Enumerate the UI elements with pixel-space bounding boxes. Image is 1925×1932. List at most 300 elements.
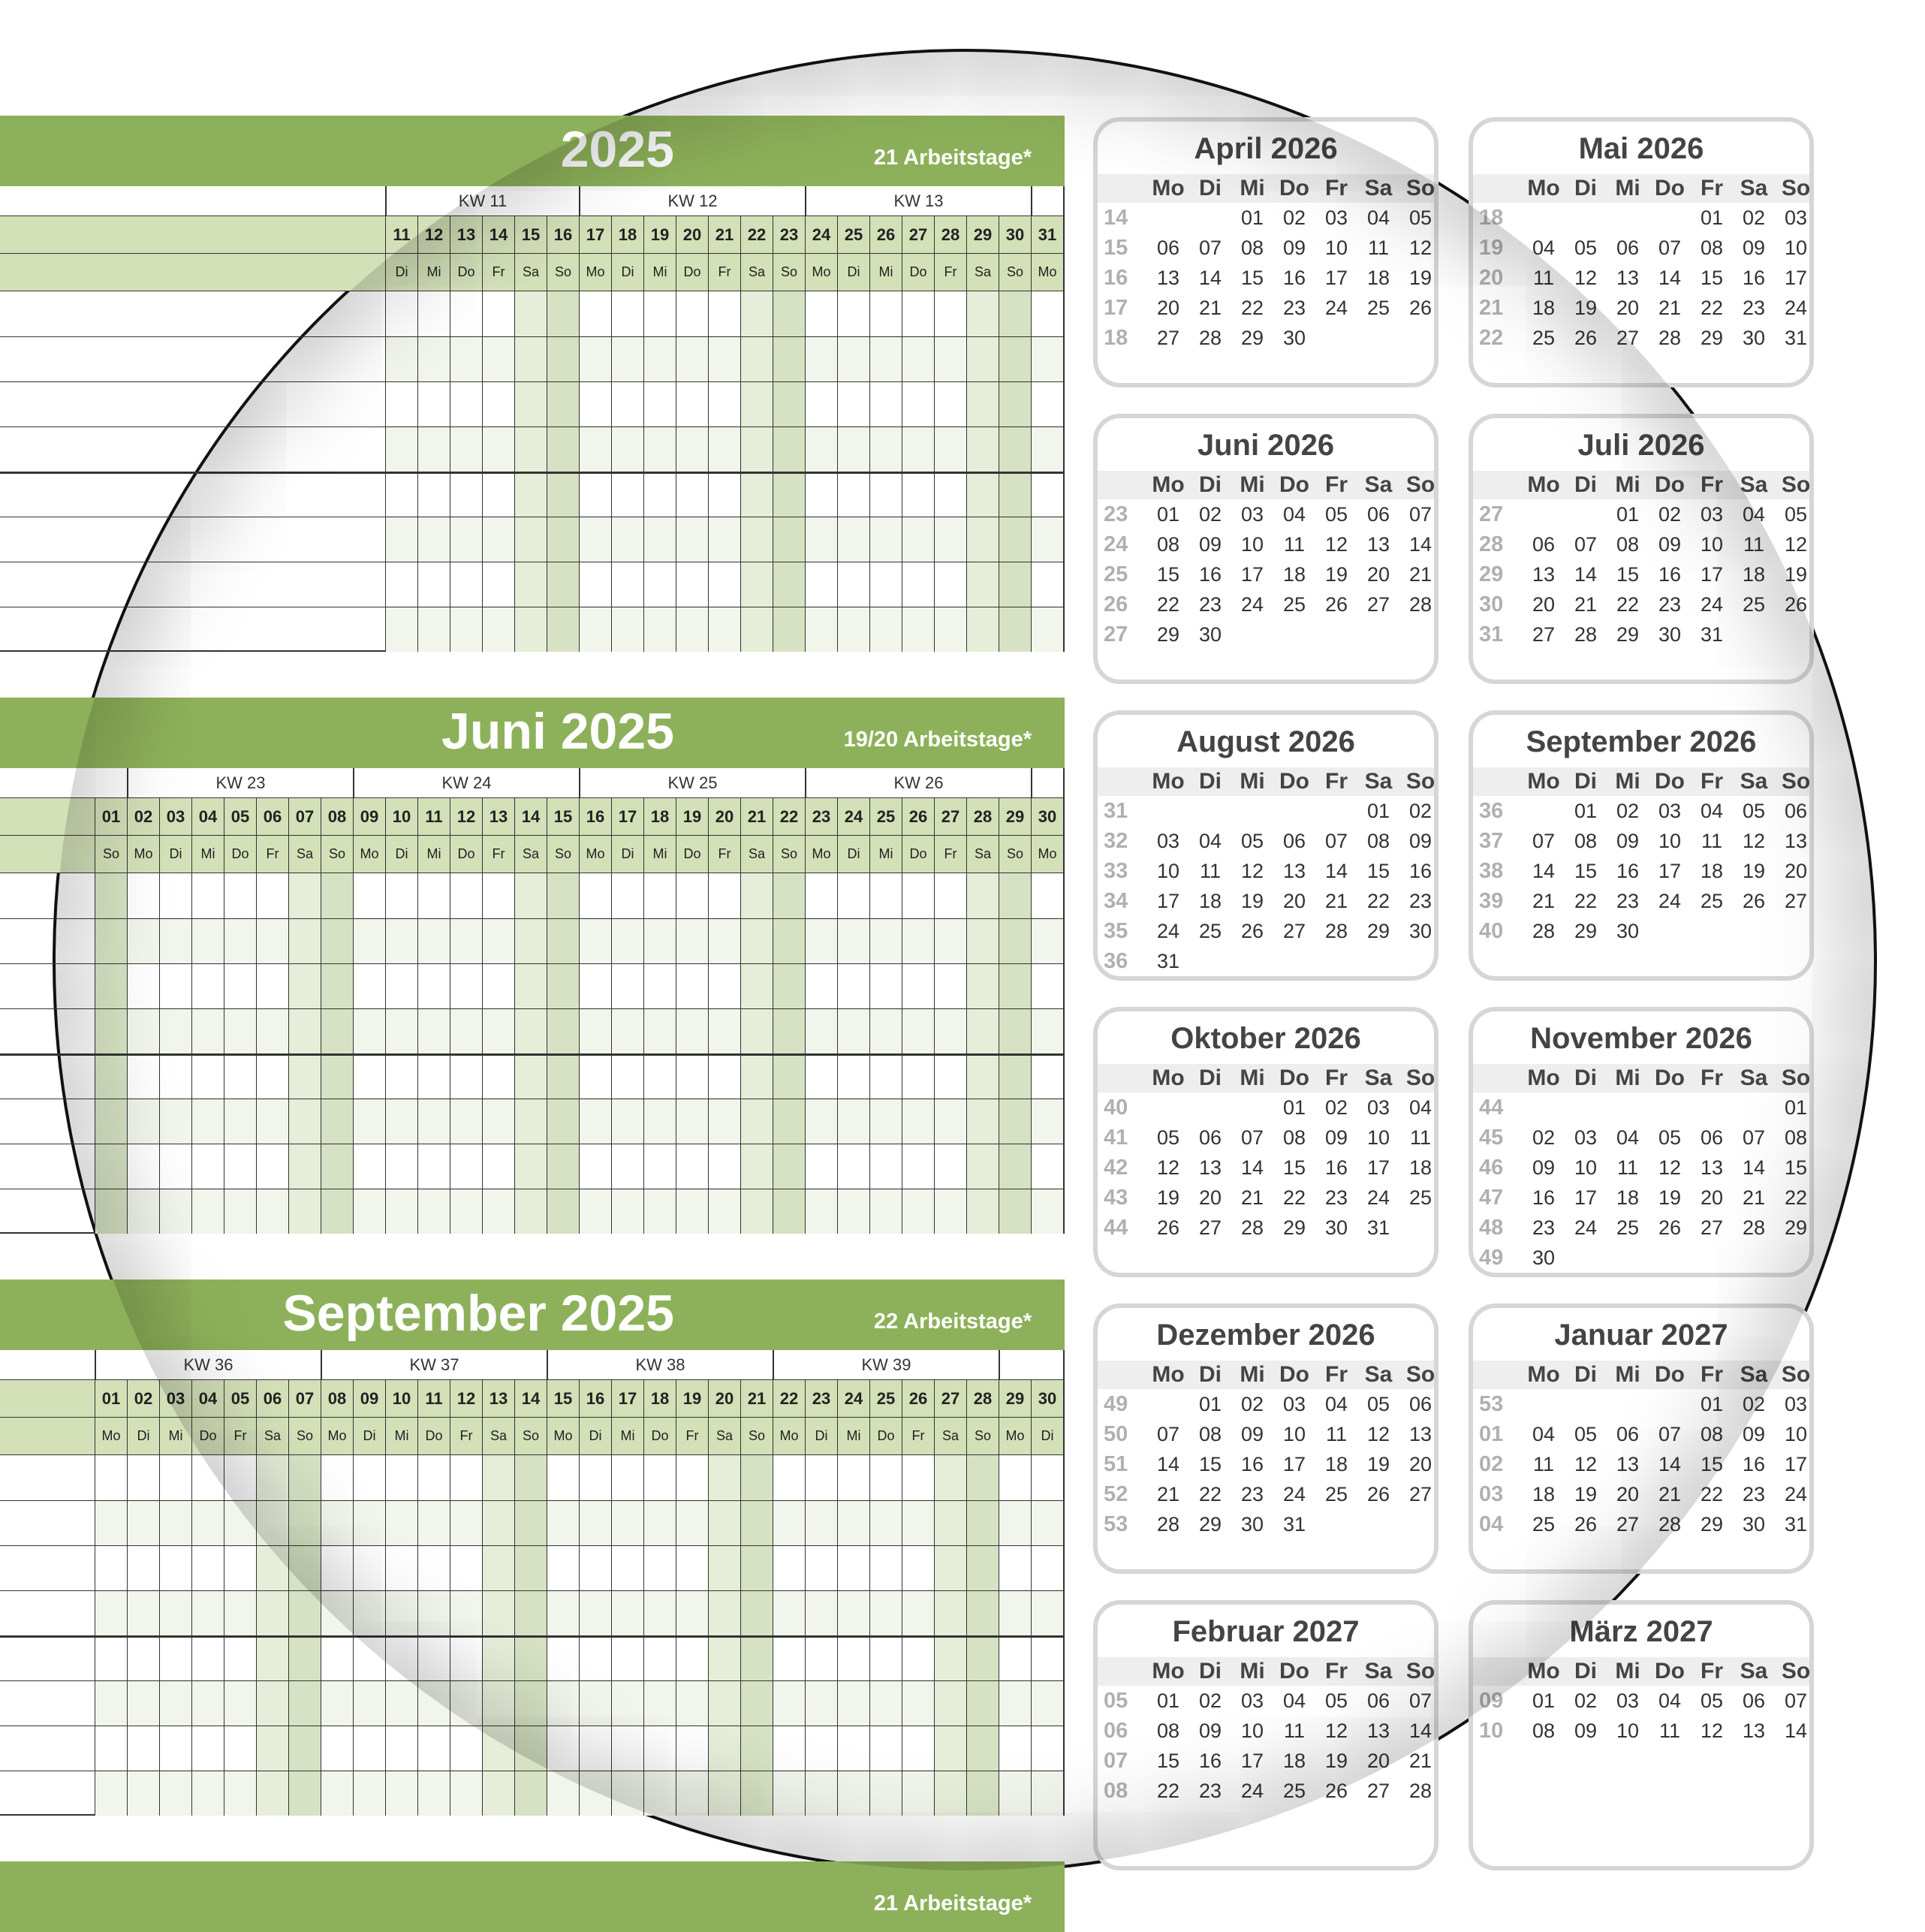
- mini-day[interactable]: 28: [1156, 1513, 1180, 1536]
- mini-day[interactable]: 07: [1408, 1689, 1432, 1712]
- mini-day[interactable]: 19: [1324, 563, 1348, 586]
- mini-day[interactable]: 10: [1366, 1126, 1390, 1149]
- mini-day[interactable]: 02: [1574, 1689, 1598, 1712]
- mini-day[interactable]: 16: [1658, 563, 1682, 586]
- mini-day[interactable]: 20: [1616, 1483, 1640, 1506]
- mini-day[interactable]: 31: [1784, 1513, 1808, 1536]
- mini-day[interactable]: 26: [1366, 1483, 1390, 1506]
- mini-day[interactable]: 12: [1658, 1156, 1682, 1179]
- mini-day[interactable]: 14: [1324, 860, 1348, 882]
- mini-day[interactable]: 18: [1532, 1483, 1556, 1506]
- mini-day[interactable]: 14: [1658, 267, 1682, 289]
- mini-day[interactable]: 01: [1784, 1096, 1808, 1119]
- mini-day[interactable]: 01: [1156, 503, 1180, 526]
- mini-day[interactable]: 06: [1784, 800, 1808, 822]
- mini-day[interactable]: 08: [1784, 1126, 1808, 1149]
- mini-day[interactable]: 08: [1282, 1126, 1306, 1149]
- mini-day[interactable]: 18: [1282, 563, 1306, 586]
- mini-day[interactable]: 03: [1282, 1393, 1306, 1415]
- mini-day[interactable]: 15: [1156, 1750, 1180, 1772]
- mini-day[interactable]: 04: [1282, 503, 1306, 526]
- mini-day[interactable]: 26: [1324, 593, 1348, 616]
- mini-day[interactable]: 19: [1240, 890, 1264, 912]
- mini-day[interactable]: 21: [1324, 890, 1348, 912]
- mini-day[interactable]: 22: [1156, 1780, 1180, 1802]
- mini-day[interactable]: 15: [1700, 1453, 1724, 1475]
- mini-day[interactable]: 12: [1156, 1156, 1180, 1179]
- mini-day[interactable]: 26: [1574, 1513, 1598, 1536]
- mini-day[interactable]: 17: [1784, 1453, 1808, 1475]
- mini-day[interactable]: 16: [1742, 267, 1766, 289]
- mini-day[interactable]: 23: [1742, 297, 1766, 319]
- mini-day[interactable]: 23: [1658, 593, 1682, 616]
- mini-day[interactable]: 22: [1616, 593, 1640, 616]
- mini-day[interactable]: 12: [1324, 533, 1348, 556]
- mini-day[interactable]: 24: [1324, 297, 1348, 319]
- mini-day[interactable]: 18: [1700, 860, 1724, 882]
- mini-day[interactable]: 23: [1240, 1483, 1264, 1506]
- mini-day[interactable]: 20: [1784, 860, 1808, 882]
- mini-day[interactable]: 28: [1574, 623, 1598, 646]
- mini-day[interactable]: 20: [1198, 1186, 1222, 1209]
- mini-day[interactable]: 09: [1616, 830, 1640, 852]
- mini-day[interactable]: 01: [1198, 1393, 1222, 1415]
- mini-day[interactable]: 04: [1324, 1393, 1348, 1415]
- mini-day[interactable]: 16: [1532, 1186, 1556, 1209]
- mini-day[interactable]: 31: [1282, 1513, 1306, 1536]
- mini-day[interactable]: 23: [1408, 890, 1432, 912]
- mini-day[interactable]: 07: [1658, 237, 1682, 259]
- mini-day[interactable]: 07: [1324, 830, 1348, 852]
- mini-day[interactable]: 28: [1408, 593, 1432, 616]
- mini-day[interactable]: 14: [1240, 1156, 1264, 1179]
- mini-day[interactable]: 24: [1784, 1483, 1808, 1506]
- mini-day[interactable]: 09: [1240, 1423, 1264, 1445]
- mini-day[interactable]: 18: [1616, 1186, 1640, 1209]
- mini-day[interactable]: 29: [1198, 1513, 1222, 1536]
- mini-day[interactable]: 27: [1616, 327, 1640, 349]
- mini-day[interactable]: 15: [1616, 563, 1640, 586]
- mini-day[interactable]: 29: [1366, 920, 1390, 942]
- mini-day[interactable]: 29: [1616, 623, 1640, 646]
- mini-day[interactable]: 14: [1408, 533, 1432, 556]
- mini-day[interactable]: 29: [1784, 1216, 1808, 1239]
- mini-day[interactable]: 30: [1198, 623, 1222, 646]
- mini-day[interactable]: 08: [1156, 1720, 1180, 1742]
- mini-day[interactable]: 27: [1156, 327, 1180, 349]
- mini-day[interactable]: 06: [1700, 1126, 1724, 1149]
- mini-day[interactable]: 30: [1240, 1513, 1264, 1536]
- mini-day[interactable]: 10: [1784, 1423, 1808, 1445]
- mini-day[interactable]: 11: [1367, 237, 1390, 259]
- mini-day[interactable]: 18: [1282, 1750, 1306, 1772]
- mini-day[interactable]: 12: [1324, 1720, 1348, 1742]
- mini-day[interactable]: 28: [1198, 327, 1222, 349]
- mini-day[interactable]: 22: [1282, 1186, 1306, 1209]
- mini-day[interactable]: 12: [1742, 830, 1766, 852]
- mini-day[interactable]: 11: [1532, 267, 1555, 289]
- mini-day[interactable]: 25: [1282, 1780, 1306, 1802]
- mini-day[interactable]: 07: [1156, 1423, 1180, 1445]
- mini-day[interactable]: 27: [1366, 593, 1390, 616]
- mini-day[interactable]: 09: [1324, 1126, 1348, 1149]
- mini-day[interactable]: 24: [1156, 920, 1180, 942]
- mini-day[interactable]: 07: [1658, 1423, 1682, 1445]
- mini-day[interactable]: 14: [1574, 563, 1598, 586]
- mini-day[interactable]: 22: [1700, 297, 1724, 319]
- mini-day[interactable]: 27: [1366, 1780, 1390, 1802]
- mini-day[interactable]: 04: [1366, 206, 1390, 229]
- mini-day[interactable]: 28: [1240, 1216, 1264, 1239]
- mini-day[interactable]: 15: [1198, 1453, 1222, 1475]
- mini-day[interactable]: 10: [1282, 1423, 1306, 1445]
- mini-day[interactable]: 10: [1616, 1720, 1640, 1742]
- mini-day[interactable]: 13: [1282, 860, 1306, 882]
- mini-day[interactable]: 29: [1240, 327, 1264, 349]
- mini-day[interactable]: 29: [1700, 327, 1724, 349]
- mini-day[interactable]: 27: [1198, 1216, 1222, 1239]
- mini-day[interactable]: 23: [1198, 593, 1222, 616]
- mini-day[interactable]: 26: [1240, 920, 1264, 942]
- mini-day[interactable]: 28: [1408, 1780, 1432, 1802]
- mini-day[interactable]: 04: [1700, 800, 1724, 822]
- mini-day[interactable]: 05: [1700, 1689, 1724, 1712]
- mini-day[interactable]: 05: [1784, 503, 1808, 526]
- mini-day[interactable]: 25: [1532, 327, 1556, 349]
- mini-day[interactable]: 22: [1574, 890, 1598, 912]
- mini-day[interactable]: 08: [1616, 533, 1640, 556]
- mini-day[interactable]: 05: [1324, 503, 1348, 526]
- mini-day[interactable]: 15: [1784, 1156, 1808, 1179]
- mini-day[interactable]: 09: [1282, 237, 1306, 259]
- mini-day[interactable]: 18: [1532, 297, 1556, 319]
- mini-day[interactable]: 20: [1156, 297, 1180, 319]
- mini-day[interactable]: 24: [1240, 593, 1264, 616]
- mini-day[interactable]: 27: [1282, 920, 1306, 942]
- mini-day[interactable]: 12: [1784, 533, 1808, 556]
- mini-day[interactable]: 12: [1574, 267, 1598, 289]
- mini-day[interactable]: 17: [1282, 1453, 1306, 1475]
- mini-day[interactable]: 03: [1156, 830, 1180, 852]
- mini-day[interactable]: 14: [1742, 1156, 1766, 1179]
- mini-day[interactable]: 12: [1240, 860, 1264, 882]
- mini-day[interactable]: 11: [1743, 533, 1765, 556]
- mini-day[interactable]: 17: [1784, 267, 1808, 289]
- mini-day[interactable]: 03: [1658, 800, 1682, 822]
- mini-day[interactable]: 30: [1282, 327, 1306, 349]
- mini-day[interactable]: 01: [1532, 1689, 1556, 1712]
- mini-day[interactable]: 09: [1742, 237, 1766, 259]
- mini-day[interactable]: 15: [1240, 267, 1264, 289]
- mini-day[interactable]: 18: [1198, 890, 1222, 912]
- mini-day[interactable]: 30: [1324, 1216, 1348, 1239]
- mini-day[interactable]: 03: [1324, 206, 1348, 229]
- mini-day[interactable]: 15: [1700, 267, 1724, 289]
- mini-day[interactable]: 17: [1658, 860, 1682, 882]
- mini-day[interactable]: 24: [1784, 297, 1808, 319]
- mini-day[interactable]: 09: [1532, 1156, 1556, 1179]
- mini-day[interactable]: 26: [1784, 593, 1808, 616]
- mini-day[interactable]: 21: [1156, 1483, 1180, 1506]
- mini-day[interactable]: 08: [1156, 533, 1180, 556]
- mini-day[interactable]: 30: [1742, 327, 1766, 349]
- mini-day[interactable]: 02: [1324, 1096, 1348, 1119]
- mini-day[interactable]: 14: [1658, 1453, 1682, 1475]
- mini-day[interactable]: 10: [1240, 1720, 1264, 1742]
- mini-day[interactable]: 31: [1156, 950, 1180, 972]
- mini-day[interactable]: 27: [1616, 1513, 1640, 1536]
- mini-day[interactable]: 11: [1409, 1126, 1432, 1149]
- mini-day[interactable]: 23: [1532, 1216, 1556, 1239]
- mini-day[interactable]: 13: [1784, 830, 1808, 852]
- mini-day[interactable]: 08: [1366, 830, 1390, 852]
- mini-day[interactable]: 17: [1366, 1156, 1390, 1179]
- mini-day[interactable]: 21: [1198, 297, 1222, 319]
- mini-day[interactable]: 04: [1408, 1096, 1432, 1119]
- mini-day[interactable]: 30: [1658, 623, 1682, 646]
- mini-day[interactable]: 14: [1784, 1720, 1808, 1742]
- mini-day[interactable]: 16: [1198, 563, 1222, 586]
- mini-day[interactable]: 16: [1198, 1750, 1222, 1772]
- mini-day[interactable]: 03: [1366, 1096, 1390, 1119]
- mini-day[interactable]: 12: [1700, 1720, 1724, 1742]
- mini-day[interactable]: 25: [1408, 1186, 1432, 1209]
- mini-day[interactable]: 09: [1658, 533, 1682, 556]
- mini-day[interactable]: 11: [1283, 533, 1306, 556]
- mini-day[interactable]: 25: [1282, 593, 1306, 616]
- mini-day[interactable]: 06: [1282, 830, 1306, 852]
- mini-day[interactable]: 22: [1240, 297, 1264, 319]
- mini-day[interactable]: 27: [1532, 623, 1556, 646]
- mini-day[interactable]: 07: [1784, 1689, 1808, 1712]
- mini-day[interactable]: 04: [1658, 1689, 1682, 1712]
- mini-day[interactable]: 06: [1532, 533, 1556, 556]
- mini-day[interactable]: 22: [1156, 593, 1180, 616]
- mini-day[interactable]: 21: [1408, 1750, 1432, 1772]
- mini-day[interactable]: 31: [1366, 1216, 1390, 1239]
- mini-day[interactable]: 28: [1532, 920, 1556, 942]
- mini-day[interactable]: 04: [1198, 830, 1222, 852]
- mini-day[interactable]: 13: [1616, 267, 1640, 289]
- mini-day[interactable]: 06: [1616, 1423, 1640, 1445]
- mini-day[interactable]: 20: [1366, 563, 1390, 586]
- mini-day[interactable]: 02: [1532, 1126, 1556, 1149]
- mini-day[interactable]: 01: [1616, 503, 1640, 526]
- mini-day[interactable]: 25: [1532, 1513, 1556, 1536]
- mini-day[interactable]: 25: [1324, 1483, 1348, 1506]
- mini-day[interactable]: 02: [1282, 206, 1306, 229]
- mini-day[interactable]: 24: [1366, 1186, 1390, 1209]
- mini-day[interactable]: 01: [1366, 800, 1390, 822]
- mini-day[interactable]: 14: [1532, 860, 1556, 882]
- mini-day[interactable]: 05: [1156, 1126, 1180, 1149]
- mini-day[interactable]: 13: [1742, 1720, 1766, 1742]
- mini-day[interactable]: 22: [1366, 890, 1390, 912]
- mini-day[interactable]: 17: [1324, 267, 1348, 289]
- mini-day[interactable]: 12: [1366, 1423, 1390, 1445]
- mini-day[interactable]: 18: [1366, 267, 1390, 289]
- mini-day[interactable]: 25: [1616, 1216, 1640, 1239]
- mini-day[interactable]: 16: [1324, 1156, 1348, 1179]
- mini-day[interactable]: 07: [1532, 830, 1556, 852]
- mini-day[interactable]: 19: [1574, 297, 1598, 319]
- mini-day[interactable]: 27: [1700, 1216, 1724, 1239]
- mini-day[interactable]: 15: [1574, 860, 1598, 882]
- mini-day[interactable]: 06: [1408, 1393, 1432, 1415]
- mini-day[interactable]: 03: [1784, 1393, 1808, 1415]
- mini-day[interactable]: 19: [1366, 1453, 1390, 1475]
- mini-day[interactable]: 20: [1408, 1453, 1432, 1475]
- mini-day[interactable]: 01: [1156, 1689, 1180, 1712]
- mini-day[interactable]: 16: [1408, 860, 1432, 882]
- mini-day[interactable]: 22: [1700, 1483, 1724, 1506]
- mini-day[interactable]: 14: [1198, 267, 1222, 289]
- mini-day[interactable]: 21: [1742, 1186, 1766, 1209]
- mini-day[interactable]: 23: [1198, 1780, 1222, 1802]
- mini-day[interactable]: 09: [1574, 1720, 1598, 1742]
- mini-day[interactable]: 10: [1658, 830, 1682, 852]
- mini-day[interactable]: 10: [1324, 237, 1348, 259]
- mini-day[interactable]: 04: [1532, 237, 1556, 259]
- mini-day[interactable]: 22: [1784, 1186, 1808, 1209]
- mini-day[interactable]: 10: [1784, 237, 1808, 259]
- mini-day[interactable]: 12: [1408, 237, 1432, 259]
- mini-day[interactable]: 30: [1616, 920, 1640, 942]
- mini-day[interactable]: 15: [1282, 1156, 1306, 1179]
- mini-day[interactable]: 28: [1658, 1513, 1682, 1536]
- mini-day[interactable]: 13: [1408, 1423, 1432, 1445]
- mini-day[interactable]: 07: [1240, 1126, 1264, 1149]
- mini-day[interactable]: 24: [1240, 1780, 1264, 1802]
- mini-day[interactable]: 30: [1408, 920, 1432, 942]
- mini-day[interactable]: 03: [1700, 503, 1724, 526]
- mini-day[interactable]: 05: [1366, 1393, 1390, 1415]
- mini-day[interactable]: 20: [1616, 297, 1640, 319]
- mini-day[interactable]: 10: [1574, 1156, 1598, 1179]
- mini-day[interactable]: 21: [1574, 593, 1598, 616]
- mini-day[interactable]: 02: [1658, 503, 1682, 526]
- mini-day[interactable]: 05: [1574, 1423, 1598, 1445]
- mini-day[interactable]: 22: [1198, 1483, 1222, 1506]
- mini-day[interactable]: 24: [1574, 1216, 1598, 1239]
- mini-day[interactable]: 16: [1240, 1453, 1264, 1475]
- mini-day[interactable]: 03: [1616, 1689, 1640, 1712]
- mini-day[interactable]: 05: [1324, 1689, 1348, 1712]
- mini-day[interactable]: 11: [1701, 830, 1723, 852]
- mini-day[interactable]: 20: [1366, 1750, 1390, 1772]
- mini-day[interactable]: 05: [1574, 237, 1598, 259]
- mini-day[interactable]: 20: [1282, 890, 1306, 912]
- mini-day[interactable]: 11: [1616, 1156, 1639, 1179]
- mini-day[interactable]: 09: [1198, 1720, 1222, 1742]
- mini-day[interactable]: 25: [1366, 297, 1390, 319]
- mini-day[interactable]: 26: [1742, 890, 1766, 912]
- mini-day[interactable]: 25: [1742, 593, 1766, 616]
- mini-day[interactable]: 20: [1532, 593, 1556, 616]
- mini-day[interactable]: 21: [1658, 297, 1682, 319]
- mini-day[interactable]: 19: [1574, 1483, 1598, 1506]
- mini-day[interactable]: 18: [1324, 1453, 1348, 1475]
- mini-day[interactable]: 28: [1658, 327, 1682, 349]
- mini-day[interactable]: 11: [1283, 1720, 1306, 1742]
- mini-day[interactable]: 18: [1742, 563, 1766, 586]
- mini-day[interactable]: 28: [1742, 1216, 1766, 1239]
- mini-day[interactable]: 04: [1282, 1689, 1306, 1712]
- mini-day[interactable]: 19: [1324, 1750, 1348, 1772]
- mini-day[interactable]: 02: [1240, 1393, 1264, 1415]
- mini-day[interactable]: 19: [1156, 1186, 1180, 1209]
- mini-day[interactable]: 13: [1616, 1453, 1640, 1475]
- mini-day[interactable]: 03: [1784, 206, 1808, 229]
- mini-day[interactable]: 30: [1532, 1246, 1556, 1269]
- mini-day[interactable]: 27: [1784, 890, 1808, 912]
- mini-day[interactable]: 13: [1156, 267, 1180, 289]
- mini-day[interactable]: 23: [1282, 297, 1306, 319]
- mini-day[interactable]: 26: [1574, 327, 1598, 349]
- mini-day[interactable]: 16: [1282, 267, 1306, 289]
- mini-day[interactable]: 10: [1700, 533, 1724, 556]
- mini-day[interactable]: 08: [1700, 237, 1724, 259]
- mini-day[interactable]: 02: [1408, 800, 1432, 822]
- mini-day[interactable]: 17: [1240, 1750, 1264, 1772]
- mini-day[interactable]: 06: [1616, 237, 1640, 259]
- mini-day[interactable]: 24: [1282, 1483, 1306, 1506]
- mini-day[interactable]: 16: [1616, 860, 1640, 882]
- mini-day[interactable]: 14: [1156, 1453, 1180, 1475]
- mini-day[interactable]: 17: [1700, 563, 1724, 586]
- mini-day[interactable]: 10: [1156, 860, 1180, 882]
- mini-day[interactable]: 08: [1532, 1720, 1556, 1742]
- mini-day[interactable]: 03: [1240, 503, 1264, 526]
- mini-day[interactable]: 31: [1784, 327, 1808, 349]
- mini-day[interactable]: 19: [1658, 1186, 1682, 1209]
- mini-day[interactable]: 06: [1156, 237, 1180, 259]
- mini-day[interactable]: 05: [1408, 206, 1432, 229]
- mini-day[interactable]: 01: [1240, 206, 1264, 229]
- mini-day[interactable]: 15: [1366, 860, 1390, 882]
- mini-day[interactable]: 09: [1408, 830, 1432, 852]
- mini-day[interactable]: 18: [1408, 1156, 1432, 1179]
- mini-day[interactable]: 25: [1700, 890, 1724, 912]
- mini-day[interactable]: 11: [1658, 1720, 1681, 1742]
- mini-day[interactable]: 26: [1408, 297, 1432, 319]
- mini-day[interactable]: 25: [1198, 920, 1222, 942]
- mini-day[interactable]: 02: [1742, 1393, 1766, 1415]
- mini-day[interactable]: 01: [1282, 1096, 1306, 1119]
- mini-day[interactable]: 11: [1325, 1423, 1348, 1445]
- mini-day[interactable]: 23: [1742, 1483, 1766, 1506]
- mini-day[interactable]: 05: [1240, 830, 1264, 852]
- mini-day[interactable]: 09: [1198, 533, 1222, 556]
- mini-day[interactable]: 07: [1742, 1126, 1766, 1149]
- mini-day[interactable]: 03: [1574, 1126, 1598, 1149]
- mini-day[interactable]: 26: [1324, 1780, 1348, 1802]
- mini-day[interactable]: 06: [1742, 1689, 1766, 1712]
- mini-day[interactable]: 23: [1616, 890, 1640, 912]
- mini-day[interactable]: 06: [1366, 503, 1390, 526]
- mini-day[interactable]: 15: [1156, 563, 1180, 586]
- mini-day[interactable]: 05: [1658, 1126, 1682, 1149]
- mini-day[interactable]: 12: [1574, 1453, 1598, 1475]
- mini-day[interactable]: 04: [1742, 503, 1766, 526]
- mini-day[interactable]: 10: [1240, 533, 1264, 556]
- mini-day[interactable]: 24: [1700, 593, 1724, 616]
- mini-day[interactable]: 02: [1742, 206, 1766, 229]
- mini-day[interactable]: 04: [1532, 1423, 1556, 1445]
- mini-day[interactable]: 30: [1742, 1513, 1766, 1536]
- mini-day[interactable]: 24: [1658, 890, 1682, 912]
- mini-day[interactable]: 06: [1198, 1126, 1222, 1149]
